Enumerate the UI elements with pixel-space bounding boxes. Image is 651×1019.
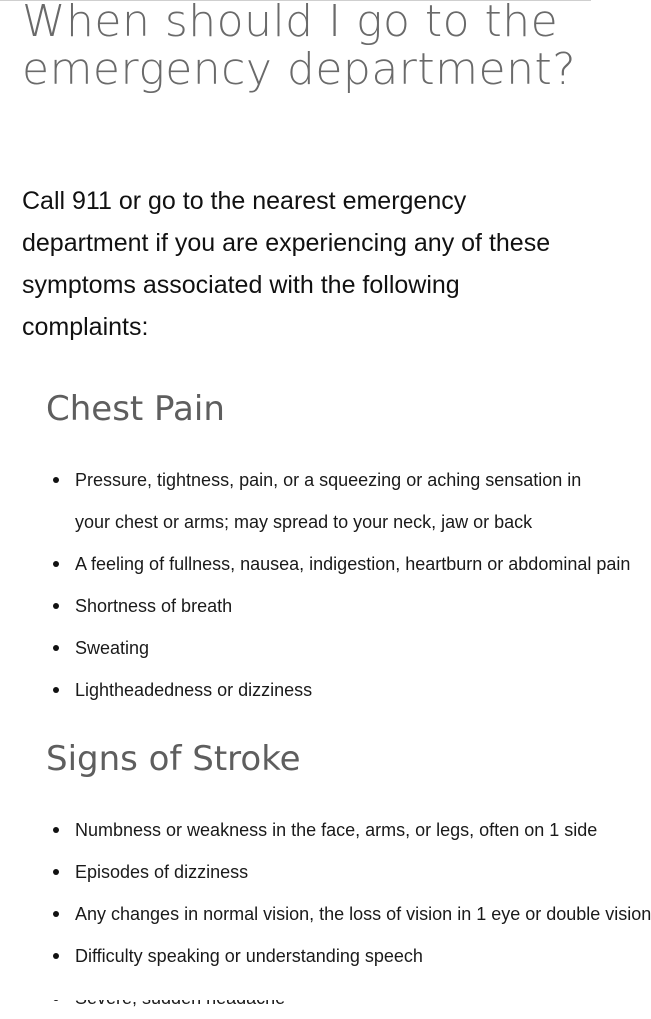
list-item-text: Sweating (75, 638, 150, 658)
list-item (0, 935, 569, 977)
list-item-text: Episodes of dizziness (75, 862, 249, 882)
list-item-text: A feeling of fullness, nausea, indigestion, heartburn or abdominal pain (75, 554, 631, 574)
page-title: When should I go to the emergency department? (22, 0, 577, 95)
list-item-text: Lightheadedness or dizziness (75, 680, 313, 700)
section-heading-chest-pain: Chest Pain (46, 389, 225, 429)
viewport-bottom-edge (0, 990, 591, 1000)
list-item (0, 893, 651, 935)
bullet-icon (53, 603, 59, 609)
bullet-icon (53, 687, 59, 693)
bullet-icon (53, 561, 59, 567)
list-item (0, 851, 569, 893)
list-item (0, 459, 595, 543)
section-heading-signs-of-stroke: Signs of Stroke (46, 739, 301, 779)
bullet-icon (53, 645, 59, 651)
stroke-symptom-list (0, 809, 651, 1019)
list-item (0, 669, 569, 711)
list-item-text: Numbness or weakness in the face, arms, or legs, often on 1 side (75, 820, 598, 840)
bullet-icon (53, 911, 59, 917)
list-item-text: Pressure, tightness, pain, or a squeezing or aching sensation in your chest or arms; may spread to your neck, jaw or back (75, 470, 582, 532)
bullet-icon (53, 869, 59, 875)
intro-paragraph: Call 911 or go to the nearest emergency department if you are experiencing any of these symptoms associated with the following complaints: (22, 187, 551, 341)
list-item-text: Difficulty speaking or understanding speech (75, 946, 423, 966)
list-item (0, 627, 569, 669)
list-item (0, 809, 598, 851)
chest-pain-symptom-list (0, 459, 631, 711)
bullet-icon (53, 953, 59, 959)
list-item (0, 543, 631, 585)
list-item (0, 585, 569, 627)
list-item-text: Any changes in normal vision, the loss of vision in 1 eye or double vision (75, 904, 651, 924)
bullet-icon (53, 827, 59, 833)
bullet-icon (53, 477, 59, 483)
list-item-text: Shortness of breath (75, 596, 233, 616)
